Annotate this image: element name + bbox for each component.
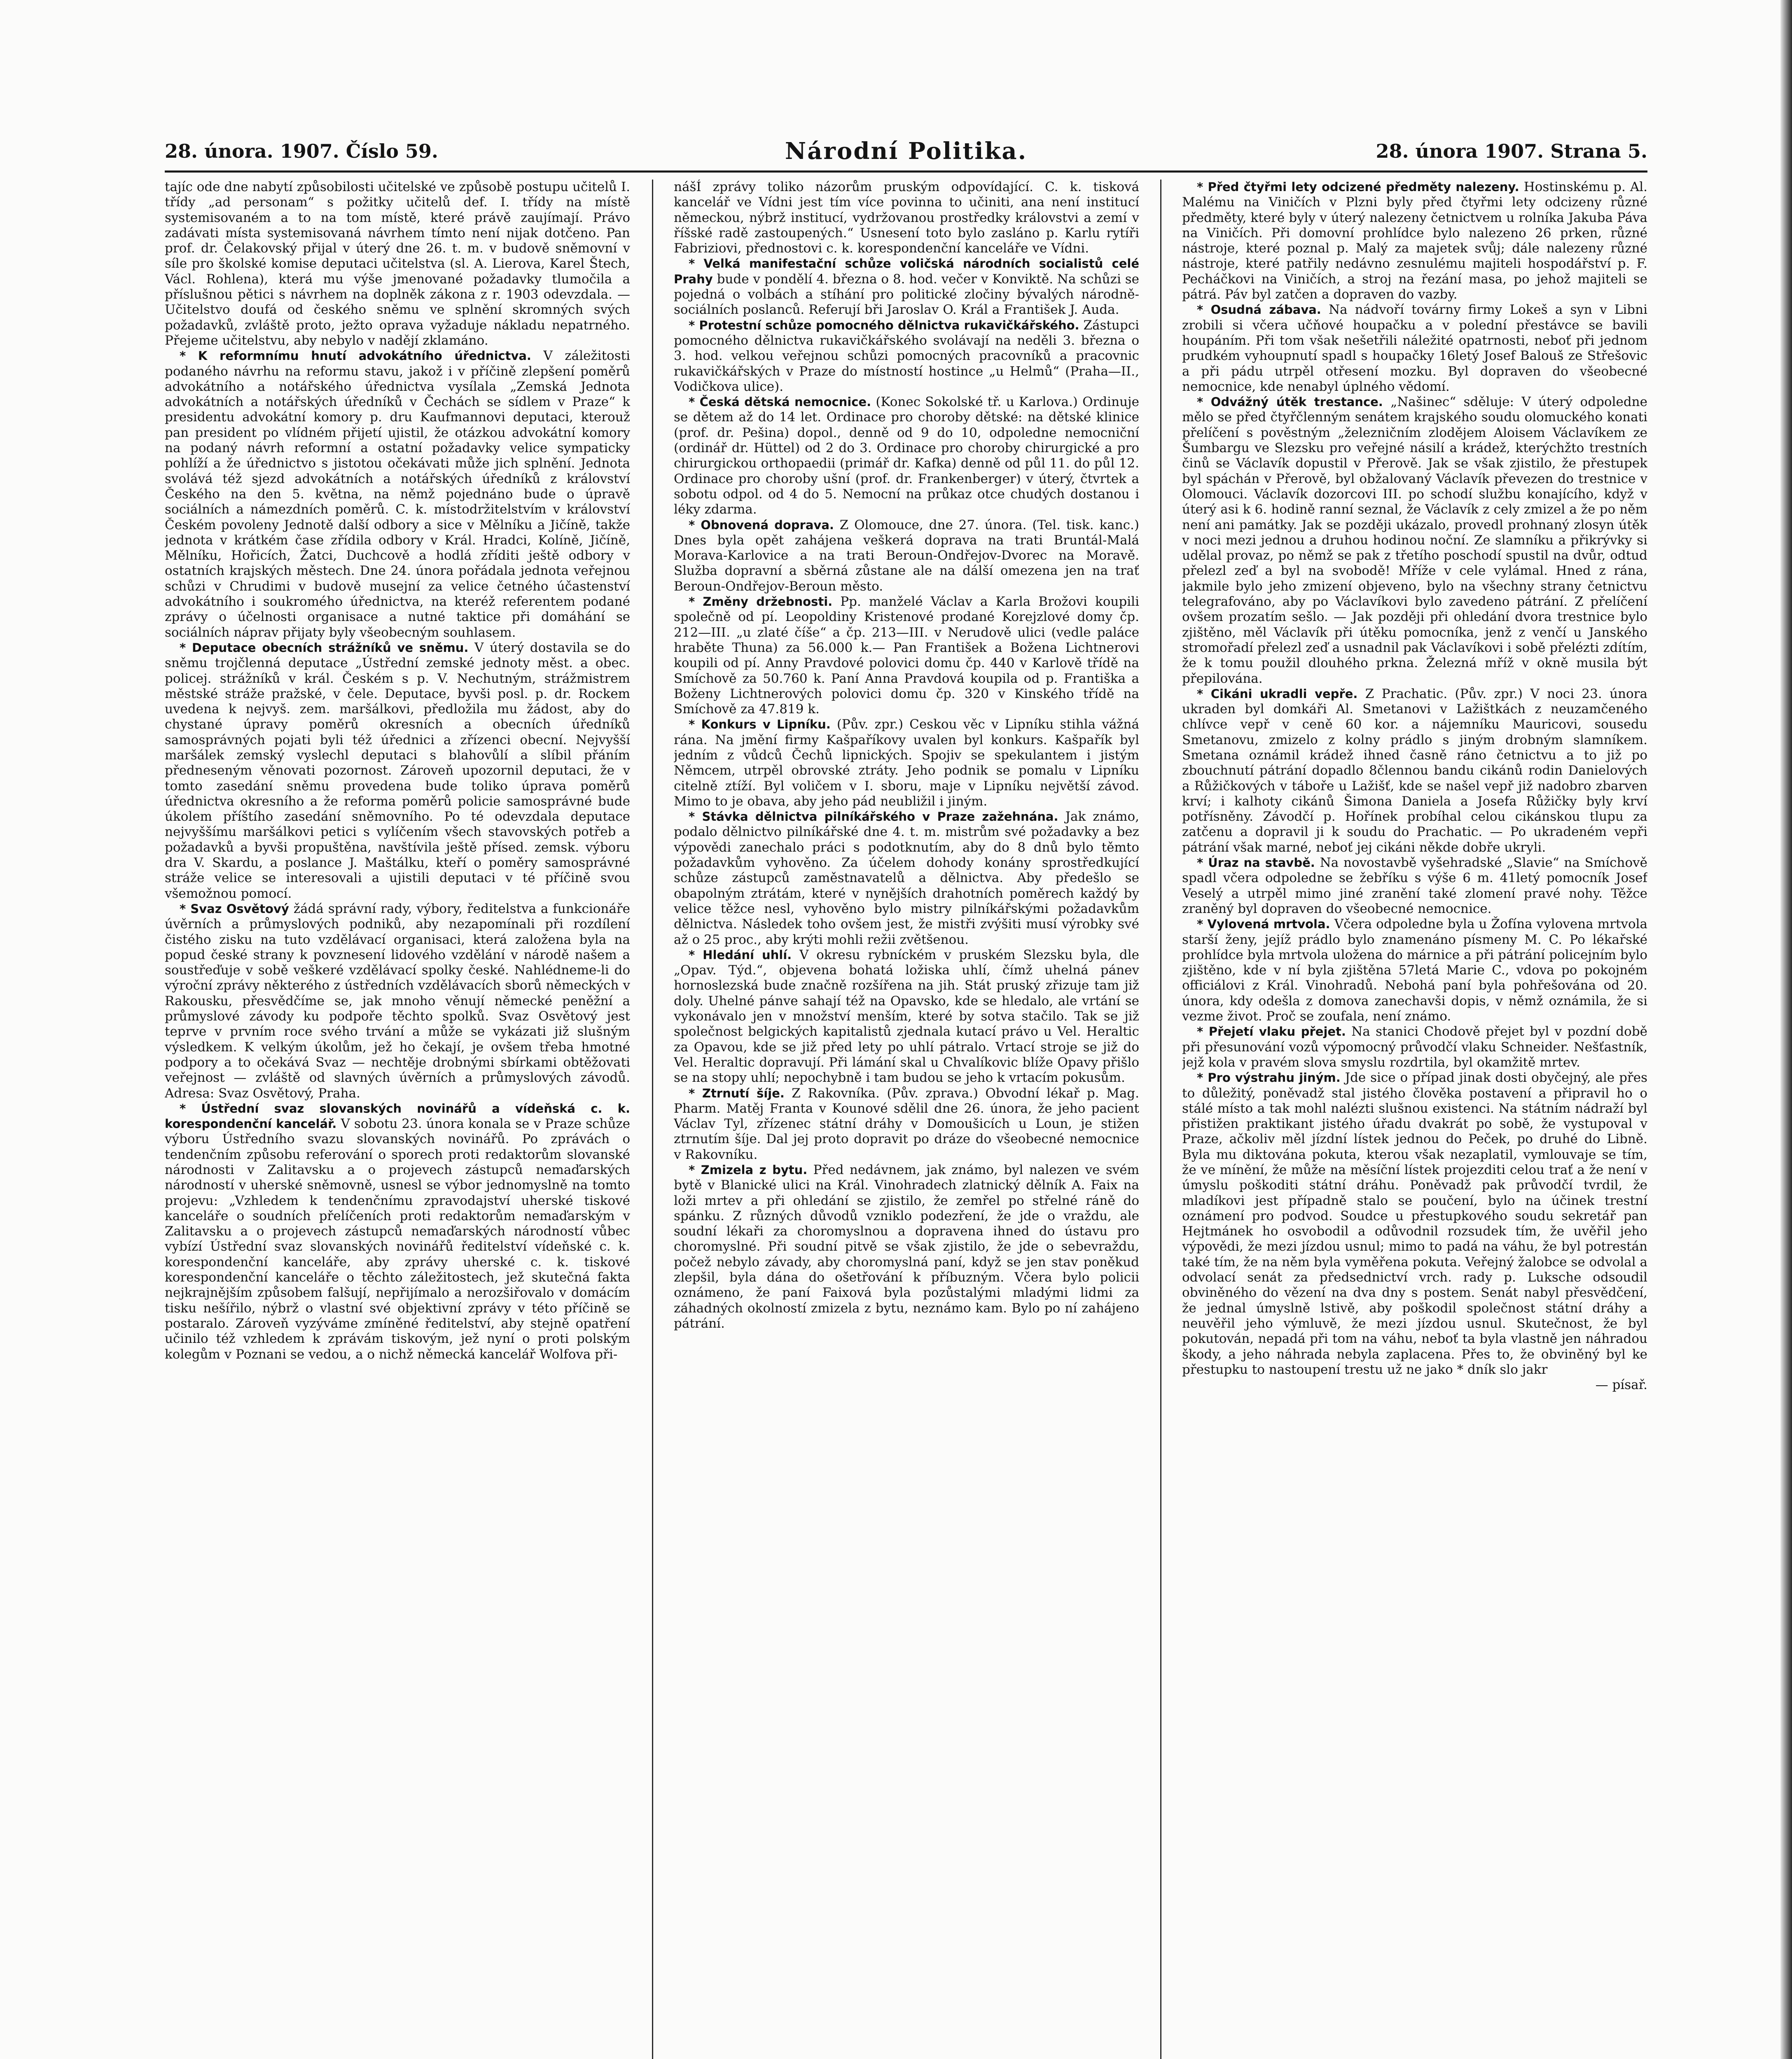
article-text: tajíc ode dne nabytí způsobilosti učitelské ve způsobě postupu učitelů I. třídy „ad personam“ s požitky učitelů def. I. třídy na místě systemisovaném a to na tom místě, které právě zaujímají. Právo zadávati místa systemisovaná návrhem tímto není nijak dotčeno. Pan prof. dr. Čelakovský přijal v úterý dne 26. t. m. v budově sněmovní v síle pro školské komise deputaci učitelstva (sl. A. Lierova, Karel Štech, Václ. Rohlena), která mu výše jmenované požadavky tlumočila a příslušnou pětici s návrhem na doplněk zákona z r. 1903 odevzdala. — Učitelstvo doufá od českého sněmu ve splnění skromných svých požadavků, zvláště proto, ježto oprava vyžaduje nákladu nepatrného. Přejeme učitelstvu, aby nebylo v nadějí zklamáno.	[165, 180, 630, 348]
article-text: V úterý dostavila se do sněmu trojčlenná deputace „Ústřední zemské jednoty měst. a obec. policej. strážníků v král. Českém s p. V. Nechutným, strážmistrem městské stráže pražské, v čele. Deputace, byvši posl. p. dr. Rockem uvedena k nejvyš. zem. maršálkovi, předložila mu žádost, aby do chystané úpravy poměrů okresních a obecních úředníků samosprávných pojati byli též úřednici a zřízenci obecní. Nejvyšší maršálek zemský vyslechl deputaci s blahovůlí a slíbil přáním předneseným věnovati pozornost. Zároveň upozornil deputaci, že v tomto zasedání sněmu provedena bude toliko úprava poměrů úřednictva okresního a že reforma poměrů policie samosprávné bude úkolem příštího zasedání sněmovního. Po té odevzdala deputace nejvyššímu maršálkovi petici s vylíčením všech stavovských potřeb a požadavků a byvši propuštěna, navštívila ještě přísed. zemsk. výboru dra V. Skardu, a poslance J. Maštálku, kteří o poměry samosprávné stráže velice se interesovali a ujistili deputaci v té příčině svou všemožnou pomocí.	[165, 640, 630, 901]
article-paragraph	[674, 256, 1139, 317]
article-headline: * Před čtyřmi lety odcizené předměty nalezeny.	[1197, 180, 1519, 194]
article-text: Zástupci pomocného dělnictva rukavičkářského svolávají na neděli 3. března o 3. hod. velkou veřejnou schůzi pomocných pracovníků a pracovnic rukavičkářských v Praze do místností hostince „u Helmů“ (Praha—II., Vodičkova ulice).	[674, 317, 1139, 394]
article-text: Na novostavbě vyšehradské „Slavie“ na Smíchově spadl včera odpoledne se žebříku s výše 6 m. 41letý pomocník Josef Veselý a utrpěl mimo jiné zranění také zlomení pravé nohy. Těžce zraněný byl dopraven do všeobecné nemocnice.	[1182, 855, 1647, 916]
article-headline: * Ztrnutí šíje.	[689, 1086, 785, 1100]
article-paragraph	[165, 640, 630, 901]
article-text: Před nedávnem, jak známo, byl nalezen ve svém bytě v Blanické ulici na Král. Vinohradech zlatnický dělník A. Faix na loži mrtev a při ohledání se zjistilo, že zemřel po střelné ráně do spánku. Z různých důvodů vzniklo podezření, že jde o vraždu, ale soudní lékaři za choromyslnou a dopravena ihned do ústavu pro choromyslné. Při soudní pitvě se však zjistilo, že jde o sebevraždu, počež nebylo závady, aby choromyslná paní, když se jen stav poněkud zlepšil, byla dána do ošetřování k příbuzným. Včera bylo policii oznámeno, že paní Faixová byla pozůstalými mladými lidmi za záhadných okolností zmizela z bytu, neznámo kam. Bylo po ní zahájeno pátrání.	[674, 1163, 1139, 1331]
article-headline: * Stávka dělnictva pilníkářského v Praze zažehnána.	[689, 810, 1058, 824]
article-text: (Konec Sokolské tř. u Karlova.) Ordinuje se dětem až do 14 let. Ordinace pro choroby dětské: na dětské klinice (prof. dr. Pešina) dopol., denně od 9 do 10, odpoledne nemocniční (ordinář dr. Hüttel) od 2 do 3. Ordinace pro choroby chirurgické a pro chirurgickou orthopaedii (primář dr. Kafka) denně od půl 11. do půl 12. Ordinace pro choroby ušní (prof. dr. Frankenberger) v úterý, čtvrtek a sobotu odpol. od 4 do 5. Nemocní na průkaz otce chudých dostanou i léky zdarma.	[674, 395, 1139, 517]
article-text: Včera odpoledne byla u Žofína vylovena mrtvola starší ženy, jejíž prádlo bylo znamenáno písmeny M. C. Po lékařské prohlídce byla mrtvola uložena do márnice a při pátrání policejním bylo zjištěno, kde v ní byla zjištěna 57letá Marie C., vdova po pokojném officiálovi z Král. Vinohradů. Nebohá paní byla pohřešována od 20. února, kdy odešla z domova zanechavši dopis, v němž oznámila, že si vezme život. Proč se zoufala, není známo.	[1182, 917, 1647, 1024]
article-text: Na stanici Chodově přejet byl v pozdní době při přesunování vozů výpomocný průvodčí vlaku Schneider. Nešťastník, jejž kola v pravém slova smyslu rozdrtila, byl okamžitě mrtev.	[1182, 1024, 1647, 1070]
column-2	[674, 180, 1139, 2059]
article-text: Jak známo, podalo dělnictvo pilníkářské dne 4. t. m. mistrům své požadavky a bez výpovědi zanechalo práci s podotknutím, aby do 8 dnů bylo těmto požadavkům vyhověno. Za účelem dohody konány sprostředkující schůze zástupců zaměstnavatelů a dělnictva. Aby předešlo se obapolným ztrátám, které v nynějších drahotních poměrech každý by velice těžce nesl, vyhověno bylo mistry pilníkářskými požadavkům dělnictva. Následek toho ovšem jest, že mistři zvýšiti musí výrobky své až o 25 proc., aby krýti mohli režii zvětšenou.	[674, 809, 1139, 947]
article-headline: * Změny držebnosti.	[689, 595, 833, 609]
article-text: V okresu rybníckém v pruském Slezsku byla, dle „Opav. Týd.“, objevena bohatá ložiska uhlí, čímž uhelná pánev hornoslezská bude značně rozšířena na jih. Stát pruský zřizuje tam již doly. Uhelné pánve sahají též na Opavsko, kde se hledalo, ale vrtání se vykonávalo jen v množství menším, které by sotva stačilo. Tak se již společnost belgických kapitalistů zjednala kutací právo u Vel. Heraltic za Opavou, kde se již před lety po uhlí pátralo. Vrtací stroje se již do Vel. Heraltic dopravují. Při lámání skal u Chvalíkovic blíže Opavy přišlo se na stopy uhlí; nepochybně i tam budou se jeho k vrtacím pokusům.	[674, 947, 1139, 1086]
article-paragraph	[674, 717, 1139, 809]
article-headline: * Pro výstrahu jiným.	[1197, 1071, 1341, 1085]
article-paragraph	[674, 180, 1139, 256]
article-headline: * Konkurs v Lipníku.	[689, 717, 831, 732]
masthead-title: Národní Politika.	[785, 138, 1028, 165]
article-headline: * Ústřední svaz slovanských novinářů a vídeňská c. k. korespondenční kancelář.	[165, 1101, 630, 1131]
column-1	[165, 180, 630, 2059]
article-paragraph	[1182, 686, 1647, 855]
article-text: Z Rakovníka. (Pův. zprava.) Obvodní lékař p. Mag. Pharm. Matěj Franta v Kounové sdělil dne 26. února, že jeho pacient Václav Tyl, zřízenec státní dráhy v Domoušicích u Loun, je stižen ztrnutím šíje. Dal jej proto dopravit po dráze do všeobecné nemocnice v Rakovníku.	[674, 1086, 1139, 1162]
article-headline: * Zmizela z bytu.	[689, 1163, 808, 1177]
article-paragraph	[674, 594, 1139, 717]
article-paragraph	[674, 395, 1139, 517]
newspaper-page	[165, 140, 1647, 2059]
header-date-issue: 28. února. 1907. Číslo 59.	[165, 140, 438, 162]
article-signature: — písař.	[1595, 1377, 1647, 1393]
article-paragraph	[674, 318, 1139, 395]
article-headline: * Deputace obecních strážníků ve sněmu.	[180, 640, 469, 655]
article-paragraph	[165, 1101, 630, 1362]
article-text: žádá správní rady, výbory, ředitelstva a funkcionáře úvěrních a průmyslových podniků, aby nezapomínali při rozdílení čistého zisku na tuto vzdělávací organisaci, která založena byla na popud české strany k povznesení lidového vzdělání v národě našem a soustřeďuje v sobě veškeré vzdělávací spolky české. Nahlédneme-li do výroční zprávy některého z ústředních vzdělávacích sborů německých v Rakousku, přesvědčíme se, jak mnoho věnují německé peněžní a průmyslové závody ku podpoře těchto spolků. Svaz Osvětový jest teprve v prvním roce svého trvání a může se vykázati již slušným výsledkem. K velkým úkolům, jež ho čekají, je ovšem třeba hmotné podpory a to očekává Svaz — nechtěje drobnými sbírkami obtěžovati veřejnost — zvláště od slavných úvěrních a průmyslových závodů. Adresa: Svaz Osvětový, Praha.	[165, 901, 630, 1101]
article-text: V záležitosti podaného návrhu na reformu stavu, jakož i v příčině zlepšení poměrů advokátního a notářského úřednictva vysílala „Zemská Jednota advokátních a notářských úředníků v Čechách se sídlem v Praze“ k presidentu advokátní komory p. dru Kaufmannovi deputaci, kterouž pan president po vlídném přijetí ujistil, že otázkou advokátní komory na podaný návrh reformní a ostatní požadavky velice sympaticky pohlíží a že úřednictvo s jistotou očekávati může jich splnění. Jednota svolává též sjezd advokátních a notářských úředníků z království Českého na den 5. května, na němž pojednáno bude o úpravě sociálních a námezdních poměrů. C. k. místodržitelstvím v království Českém povoleny Jednotě další odbory a sice v Mělníku a Jičíně, takže jednota v krátkém čase zřídila odbory v Král. Hradci, Kolíně, Jičíně, Mělníku, Hořicích, Žatci, Duchcově a hodlá zříditi ještě odbory v ostatních krajských městech. Dne 24. února pořádala jednota veřejnou schůzi v Chrudimi v budově musejní za velice četného účastenství advokátního i soukromého úřednictva, na kteréž referentem podané zprávy o účelnosti organisace a nutné taktice při domáhání se sociálních náprav přijaty byly všeobecným souhlasem.	[165, 348, 630, 640]
article-headline: * Osudná zábava.	[1197, 303, 1321, 317]
article-headline: * Cikáni ukradli vepře.	[1197, 686, 1358, 701]
article-headline: * Přejetí vlaku přejet.	[1197, 1025, 1346, 1039]
article-text: Pp. manželé Václav a Karla Brožovi koupili společně od pí. Leopoldiny Kristenové prodané Korejzlové domy čp. 212—III. „u zlaté číše“ a čp. 213—III. v Nerudově ulici (vedle paláce hraběte Thuna) za 56.000 k.— Pan František a Božena Lichtnerovi koupili od pí. Anny Pravdové polovici domu čp. 440 v Karlově třídě na Smíchově za 50.760 k. Paní Anna Pravdová koupila od p. Františka a Boženy Lichtnerových polovici domu čp. 320 v Kinského třídě na Smíchově za 47.819 k.	[674, 594, 1139, 717]
article-headline: * Obnovená doprava.	[689, 518, 834, 532]
article-text: „Našinec“ sděluje: V úterý odpoledne mělo se před čtyřčlenným senátem krajského soudu olomuckého konati přelíčení s pověstným „železničním zlodějem Aloisem Václavíkem ze Šumbargu ve Slezsku pro veřejné násilí a krádež, kterýchžto trestních činů se Václavík dopustil v Přerově. Jak se však zjistilo, že přestupek byl spáchán v Přerově, byl obžalovaný Václavík převezen do trestnice v Olomouci. Václavík dozorcovi III. po schodí službu konajícího, když v úterý asi k 6. hodině ranní seznal, že Václavík z cely zmizel a že po něm není ani památky. Jak se později ukázalo, provedl prohnaný zlosyn útěk v noci mezi jednou a druhou hodinou noční. Ze slamníku a přikrývky si udělal provaz, po němž se pak z třetího poschodí spustil na dvůr, odtud přelezl zeď a byl na svobodě! Mříže v cele vylámal. Hned z rána, jakmile bylo jeho zmizení objeveno, bylo na všechny strany četnictvu telegrafováno, aby po Václavíkovi bylo zavedeno pátrání. Z přelíčení ovšem prozatím sešlo. — Jak později při ohledání dvora trestnice bylo zjištěno, měl Václavík při útěku pomocníka, jenž z venčí u Janského stromořadí přelezl zeď a usnadnil pak Václavíkovi i sobě přelézti zdítím, že k tomu použil dlouhého prkna. Železná mříž v okně musila být přepilována.	[1182, 395, 1647, 686]
header-rule	[165, 170, 1647, 173]
article-paragraph	[1182, 1070, 1647, 1377]
column-divider	[652, 180, 653, 2059]
article-paragraph	[1182, 395, 1647, 686]
article-paragraph	[1182, 917, 1647, 1024]
column-3	[1182, 180, 1647, 2059]
article-text: Na nádvoří továrny firmy Lokeš a syn v Libni zrobili si včera učňové houpačku a v polední přestávce se bavili houpáním. Při tom však nešetřili náležité opatrnosti, neboť při jednom prudkém vyhoupnutí spadl s houpačky 16letý Josef Balouš ze Střešovic a při pádu utrpěl otřesení mozku. Byl dopraven do všeobecné nemocnice, kde nenabyl úplného vědomí.	[1182, 302, 1647, 394]
article-paragraph	[674, 809, 1139, 948]
article-text: V sobotu 23. února konala se v Praze schůze výboru Ústředního svazu slovanských novinářů. Po zprávách o tendenčním způsobu referování o sporech proti redaktorům slovanské národnosti v Zalitavsku a o projevech zástupců nemaďarských národností v uherské sněmovně, usnesl se výbor jednomyslně na tomto projevu: „Vzhledem k tendenčnímu zpravodajství uherské tiskové kanceláře o soudních přelíčeních proti redaktorům nemaďarským v Zalitavsku a o projevech zástupců nemaďarských národností vůbec vybízí Ústřední svaz slovanských novinářů ředitelství vídeňské c. k. korespondenční kanceláře, aby zprávy uherské c. k. tiskové korespondenční kanceláře o těchto záležitostech, jež skutečná fakta nejkrajnějším způsobem falšují, nepřijímalo a nerozšiřovalo v domácím tisku nešířilo, nýbrž o vlastní své objektivní zprávy v této příčině se postaralo. Zároveň vyzýváme zmíněné ředitelství, aby stejně opatření učinilo též vzhledem k zprávám tiskovým, jež nyní o proti polským kolegům v Poznani se vedou, a o nichž německá kancelář Wolfova při-	[165, 1116, 630, 1362]
article-paragraph	[165, 180, 630, 348]
article-headline: * Vylovená mrtvola.	[1197, 917, 1330, 931]
article-paragraph	[1182, 302, 1647, 395]
header-date-page: 28. února 1907. Strana 5.	[1376, 140, 1647, 162]
article-headline: * Velká manifestační schůze voličská národních socialistů celé Prahy	[674, 257, 1139, 286]
article-headline: * Svaz Osvětový	[180, 901, 289, 916]
article-paragraph	[674, 1086, 1139, 1163]
article-paragraph	[674, 518, 1139, 594]
article-paragraph	[674, 1163, 1139, 1331]
article-text: (Pův. zpr.) Ceskou věc v Lipníku stihla vážná rána. Na jmění firmy Kašpaříkovy uvalen byl konkurs. Kašpařík byl jedním z vůdců Čechů lipnických. Spojiv se spekulantem i jistým Němcem, utrpěl obrovské ztráty. Jeho podnik se pomalu v Lipníku citelně ztíží. Byl voličem v I. sboru, maje v Lipníku největší závod. Mimo to je obava, aby jeho pád neubližil i jiným.	[674, 717, 1139, 809]
article-text: bude v pondělí 4. března o 8. hod. večer v Konviktě. Na schůzi se pojedná o volbách a stíhání pro politické zločiny bývalých národně-sociálních poslanců. Referují bři Jaroslav O. Král a František J. Auda.	[674, 271, 1139, 317]
column-divider	[1160, 180, 1161, 2059]
article-paragraph	[1182, 855, 1647, 917]
article-paragraph	[1182, 180, 1647, 302]
article-text: Jde sice o případ jinak dosti obyčejný, ale přes to důležitý, poněvadž stal jistého člověka postavení a připravil ho o stálé místo a tak mohl nalézti slušnou existenci. Na státním nádraží byl přistižen praktikant jistého úřadu dvakrát po sobě, že vystupoval v Praze, ačkoliv měl jízdní lístek jednou do Peček, po druhé do Libně. Byla mu diktována pokuta, kterou však nezaplatil, vymlouvaje se tím, že ve mínění, že může na měsíční lístek projezditi celou trať a že není v úmyslu poškoditi státní dráhu. Poněvadž pak průvodčí tvrdil, že mladíkovi jest případně stalo se poučení, bylo na účinek trestní oznámení pro podvod. Soudce u přestupkového soudu sekretář pan Hejtmánek ho osvobodil a odůvodnil rozsudek tím, že uvěřil jeho výpovědi, že mezi jízdou usnul; mimo to padá na váhu, že byl potrestán také tím, že na něm byla vyměřena pokuta. Veřejný žalobce se odvolal a odvolací senát za předsednictví vrch. rady p. Luksche odsoudil obviněného do vězení na dva dny s postem. Senát nabyl přesvědčení, že jednal úmyslně lstivě, aby poškodil společnost státní dráhy a neuvěřil jeho výmluvě, že mezi jízdou usnul. Skutečnost, že byl pokutován, nepadá při tom na váhu, neboť ta byla vlastně jen náhradou škody, a jeho náhrada nebyla zaplacena. Přes to, že obviněný byl ke přestupku to nastoupení trestu už ne jako * dník slo jakr	[1182, 1070, 1647, 1377]
article-text: nášÍ zprávy toliko názorům pruským odpovídající. C. k. tisková kancelář ve Vídni jest tím více povinna to učiniti, ana není institucí německou, nýbrž institucí, vydržovanou prostředky královstvi a zemí v říšské radě zastoupených.“ Usnesení toto bylo zasláno p. Karlu rytíři Fabriziovi, přednostovi c. k. korespondenční kanceláře ve Vídni.	[674, 180, 1139, 256]
article-headline: * Úraz na stavbě.	[1197, 856, 1315, 870]
article-headline: * Česká dětská nemocnice.	[689, 395, 871, 409]
page-header	[165, 140, 1647, 169]
article-text: Z Prachatic. (Pův. zpr.) V noci 23. února ukraden byl domkáři Al. Smetanovi v Lažištkách z neuzamčeného chlívce vepř v ceně 60 kor. a nájemníku Mauricovi, sousedu Smetanovu, zmizelo z kolny prádlo s jiným drobným slamníkem. Smetana oznámil krádež ihned časně ráno četnictvu a to již po zbouchnutí pátrání dopadlo 8člennou bandu cikánů rodin Danielových a Růžičkových v táboře u Lažišť, kde se našel vepř již nadobro zbarven krví; i kalhoty cikánů Šimona Daniela a Josefa Růžičky byly krví potřísněny. Závodčí p. Hořínek probíhal celou cikánskou tlupu za zatčenu a dopravil ji k soudu do Prachatic. — Po ukradeném vepři pátrání však marné, neboť jej cikáni někde dobře ukryli.	[1182, 686, 1647, 855]
article-text: Z Olomouce, dne 27. února. (Tel. tisk. kanc.) Dnes byla opět zahájena veškerá doprava na trati Bruntál-Malá Morava-Karlovice a na trati Beroun-Ondřejov-Dvorec na Moravě. Služba dopravní a sběrná zůstane ale na dálší omezena jen na trať Beroun-Ondřejov-Beroun město.	[674, 517, 1139, 594]
article-headline: * Odvážný útěk trestance.	[1197, 395, 1383, 409]
article-paragraph	[165, 348, 630, 640]
scan-edge	[1780, 0, 1792, 2059]
article-headline: * K reformnímu hnutí advokátního úřednictva.	[180, 349, 531, 363]
article-headline: * Hledání uhlí.	[689, 948, 792, 962]
article-text: Hostinskému p. Al. Malému na Viničích v Plzni byly před čtyřmi lety odcizeny různé předměty, které byly v úterý nalezeny četnictvem u rolníka Jakuba Páva na Viničích. Při domovní prohlídce bylo nalezeno 26 prken, různé nástroje, které poznal p. Malý za majetek svůj; dále nalezeny různé nástroje, které patřily nedávno zesnulému majiteli hospodářství p. F. Pecháčkovi na Viničích, a stroj na řezání masa, po jehož majiteli se pátrá. Páv byl zatčen a dopraven do vazby.	[1182, 180, 1647, 302]
article-paragraph	[1182, 1024, 1647, 1070]
article-paragraph	[674, 948, 1139, 1086]
article-headline: * Protestní schůze pomocného dělnictva rukavičkářského.	[689, 318, 1079, 332]
article-paragraph	[165, 901, 630, 1101]
